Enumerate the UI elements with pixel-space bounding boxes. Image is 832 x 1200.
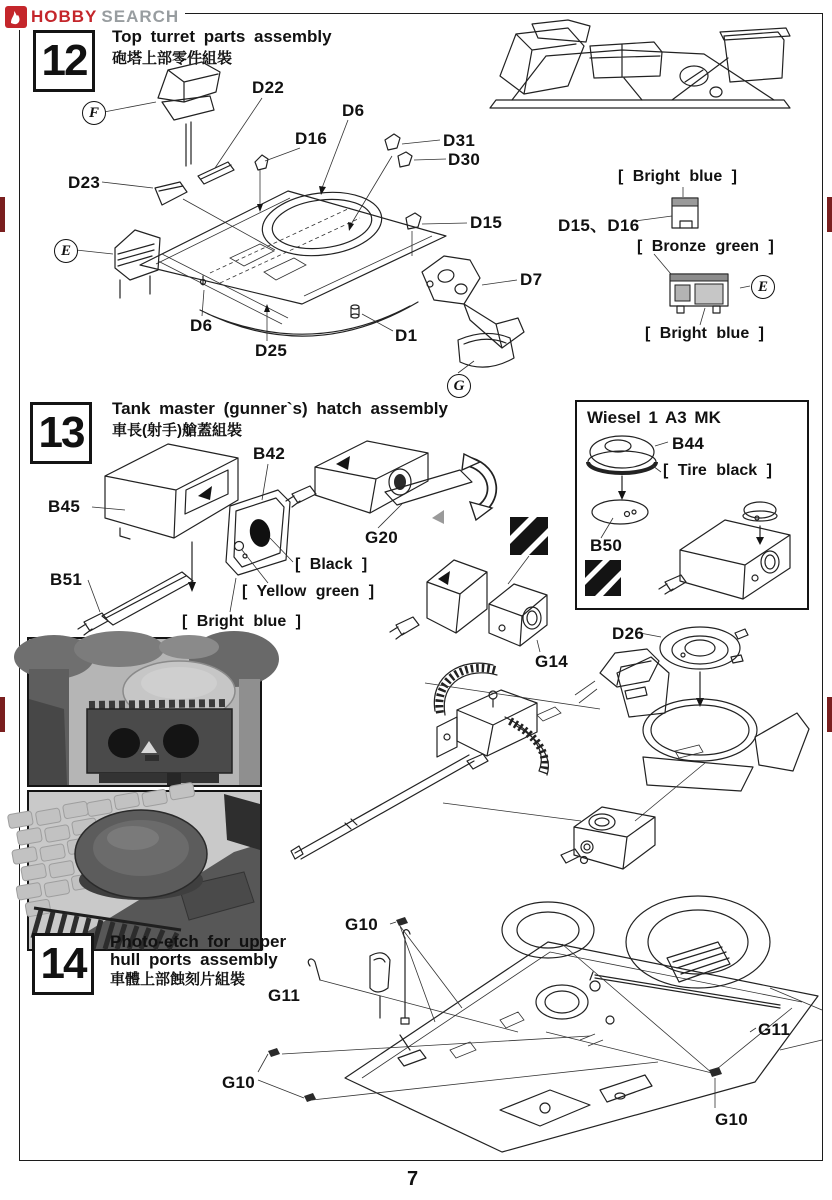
part-label-g20: G20 bbox=[365, 528, 399, 547]
part-label-g10-top: G10 bbox=[345, 915, 379, 934]
part-label-d1: D1 bbox=[395, 326, 418, 345]
scan-mark bbox=[0, 197, 5, 232]
page-number: 7 bbox=[407, 1168, 419, 1190]
part-label-b45: B45 bbox=[48, 497, 81, 516]
step-14-title-line2: hull ports assembly bbox=[110, 950, 278, 969]
logo-text-hobby: HOBBY bbox=[31, 7, 98, 26]
turret-mid-assembly-diagram bbox=[285, 615, 820, 915]
part-label-g11-left: G11 bbox=[268, 986, 301, 1005]
hobby-search-logo-icon bbox=[5, 6, 27, 28]
step-14-title-zh: 車體上部蝕刻片組裝 bbox=[110, 971, 246, 988]
color-callout-bright-blue-3: [ Bright blue ] bbox=[182, 613, 301, 630]
part-label-d30: D30 bbox=[448, 150, 481, 169]
color-callout-yellow-green: [ Yellow green ] bbox=[242, 583, 375, 600]
part-label-d25: D25 bbox=[255, 341, 288, 360]
color-callout-tire-black: [ Tire black ] bbox=[663, 462, 772, 479]
step-13-number: 13 bbox=[38, 408, 84, 457]
color-callout-bright-blue-2: [ Bright blue ] bbox=[645, 325, 764, 342]
part-label-g10-bottom-right: G10 bbox=[715, 1110, 749, 1129]
callout-label-d15-d16: D15、D16 bbox=[558, 216, 640, 235]
assembly-ref-e: E bbox=[54, 239, 78, 263]
color-callout-black: [ Black ] bbox=[295, 556, 368, 573]
assembly-ref-f: F bbox=[82, 101, 106, 125]
step-12-number: 12 bbox=[41, 36, 87, 85]
wiesel-inset-diagram bbox=[577, 402, 807, 608]
color-callout-bright-blue-1: [ Bright blue ] bbox=[618, 168, 737, 185]
step-13-title-zh: 車長(射手)艙蓋組裝 bbox=[112, 422, 242, 439]
part-label-b44: B44 bbox=[672, 434, 705, 453]
scan-mark bbox=[827, 697, 832, 732]
step-14-number: 14 bbox=[40, 939, 86, 988]
wiesel-variant-inset-box bbox=[575, 400, 809, 610]
part-label-d16: D16 bbox=[295, 129, 328, 148]
part-label-b42: B42 bbox=[253, 444, 286, 463]
photo-etch-icon bbox=[510, 517, 548, 555]
scan-mark bbox=[0, 697, 5, 732]
part-label-g10-bottom-left: G10 bbox=[222, 1073, 256, 1092]
part-label-d6b: D6 bbox=[190, 316, 213, 335]
part-label-g11-right: G11 bbox=[758, 1020, 791, 1039]
scan-mark bbox=[827, 197, 832, 232]
assembly-ref-e2: E bbox=[751, 275, 775, 299]
logo-text-search: SEARCH bbox=[101, 7, 180, 26]
step-13-title: Tank master (gunner`s) hatch assembly bbox=[112, 399, 448, 418]
part-label-b51: B51 bbox=[50, 570, 83, 589]
step-12-exploded-diagram bbox=[50, 58, 810, 398]
part-label-b50: B50 bbox=[590, 536, 623, 555]
step-14-title-line1: Photo-etch for upper bbox=[110, 932, 287, 951]
step-14-number-box bbox=[32, 933, 94, 995]
part-label-g14: G14 bbox=[535, 652, 569, 671]
part-label-d7: D7 bbox=[520, 270, 543, 289]
part-label-d15: D15 bbox=[470, 213, 503, 232]
part-label-d23: D23 bbox=[68, 173, 101, 192]
step-12-title: Top turret parts assembly bbox=[112, 27, 332, 46]
part-label-d26: D26 bbox=[612, 624, 645, 643]
color-callout-bronze-green: [ Bronze green ] bbox=[637, 238, 774, 255]
part-label-d22: D22 bbox=[252, 78, 285, 97]
assembly-ref-g: G bbox=[447, 374, 471, 398]
part-label-d31: D31 bbox=[443, 131, 476, 150]
step-12-title-zh: 砲塔上部零件組裝 bbox=[112, 50, 233, 67]
inset-title: Wiesel 1 A3 MK bbox=[587, 408, 721, 427]
photo-etch-icon bbox=[585, 560, 621, 596]
reference-photo-sensor-unit bbox=[27, 637, 262, 787]
part-label-d6a: D6 bbox=[342, 101, 365, 120]
